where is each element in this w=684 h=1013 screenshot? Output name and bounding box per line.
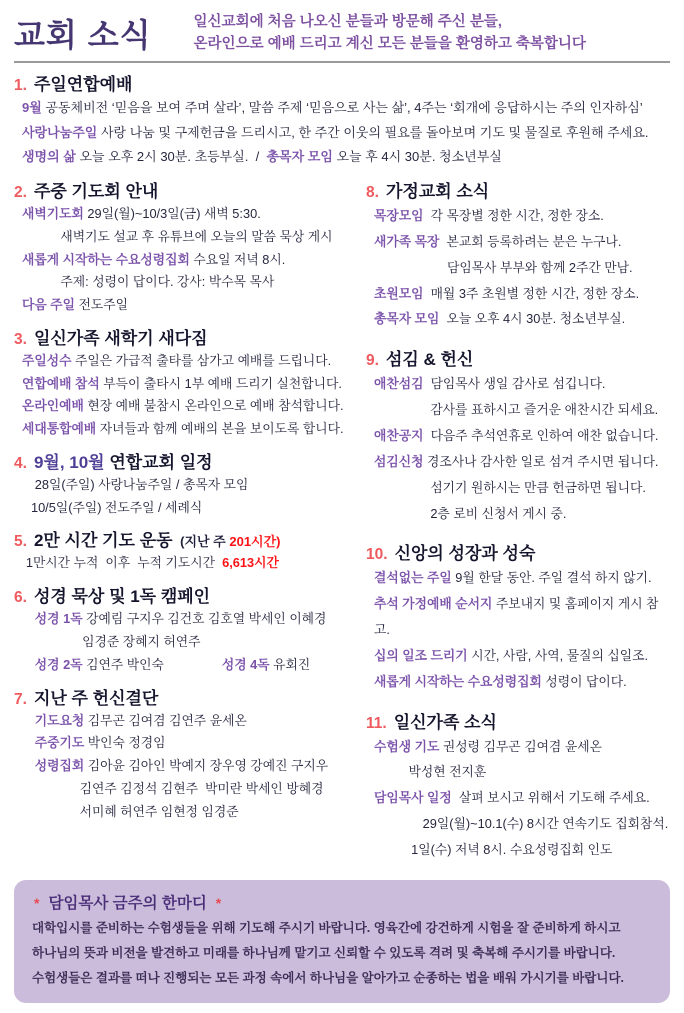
inline-label: 사랑나눔주일 [22,124,98,140]
header-divider [14,61,670,63]
line-text: 감사를 표하시고 즐거운 애찬시간 되세요. [430,402,659,418]
text-line [374,811,670,837]
text-line [22,395,358,418]
pastor-message-body [32,916,652,991]
section-faith-growth-maturity [366,539,670,694]
text-line [22,778,358,801]
line-text: 전도주일 [75,297,129,313]
line-text: 담임목사 생일 감사로 섬깁니다. [423,376,606,392]
line-text: 28일(주일) 사랑나눔주일 / 총목자 모임 [34,476,249,492]
section-body [366,203,670,332]
section-number: 7. [14,690,27,708]
line-text: 강예림 구지우 김건호 김호열 박세인 이혜경 [82,611,327,627]
section-title: 2만 시간 기도 운동 [33,531,173,551]
line-text: 김무곤 김여겸 김연주 윤세온 [84,712,247,728]
section-title-accent: 9월, 10월 [33,452,105,472]
inline-label: 주일성수 [22,352,72,368]
inline-label: 새롭게 시작하는 수요성령집회 [22,251,190,267]
line-text: 박인숙 정경임 [84,735,166,751]
line-text: 29일(월)~10.1(수) 8시간 연속기도 집회참석. [422,816,669,832]
text-line [374,203,670,229]
inline-label: 목장모임 [374,208,424,224]
section-bible-reading-campaign [14,582,358,676]
section-title: 연합교회 일정 [104,452,213,472]
section-title: 신앙의 성장과 성숙 [394,544,536,564]
section-last-week-commitment [14,684,358,824]
line-text: 10/5일(주일) 전도주일 / 세례식 [30,499,203,515]
text-line [374,449,670,475]
text-line [374,759,670,785]
section-body [14,552,358,575]
section-title: 섬김 & 헌신 [385,350,474,370]
section-weekday-prayer [14,177,358,317]
text-line [374,371,670,397]
full-width-section-area [14,70,670,170]
line-text: 사랑 나눔 및 구제헌금을 드리시고, 한 주간 이웃의 필요를 돌아보며 기도 및 물질로 후원해 주세요. [97,124,649,140]
line-text: 오늘 오후 2시 30분. 초등부실. / [75,149,267,165]
text-line [374,397,670,423]
pastor-message-box [14,880,670,1003]
line-text: 권성령 김무곤 김여겸 윤세온 [439,738,602,754]
line-text: 유회진 [269,656,311,672]
line-text: 9월 한달 동안. 주일 결석 하지 않기. [451,570,652,586]
line-text: 새벽기도 설교 후 유튜브에 오늘의 말씀 묵상 게시 [60,228,333,244]
line-text: 2층 로비 신청서 게시 중. [430,505,567,521]
section-heading [14,177,358,202]
section-title: 가정교회 소식 [385,182,490,202]
text-line [22,418,358,441]
pastor-message-line: 수험생들은 결과를 떠나 진행되는 모든 과정 속에서 하나님을 알아가고 순종하는 법을 배워 가시기를 바랍니다. [32,970,624,985]
two-column-area [14,177,670,876]
text-line [374,643,670,669]
section-heading [366,177,670,202]
section-number: 10. [366,546,388,564]
section-heading [366,345,670,370]
text-line [22,654,358,677]
pastor-message-line: 하나님의 뜻과 비전을 발견하고 미래를 하나님께 맡기고 신뢰할 수 있도록 격려 및 축복해 주시기를 바랍니다. [32,945,616,960]
text-line [374,565,670,591]
section-number: 8. [366,184,379,202]
inline-label: 십의 일조 드리기 [374,647,468,663]
text-line [374,423,670,449]
line-text: 1일(수) 저녁 8시. 수요성령집회 인도 [411,841,613,857]
asterisk-icon: * [34,894,40,911]
section-title: 일신가족 소식 [393,712,497,732]
line-text: 김연주 김정석 김현주 박미란 박세인 방혜경 [79,780,324,796]
red-highlight: 6,613시간 [222,555,279,571]
inline-label: 성경 1독 [34,611,83,627]
inline-label: 섬김신청 [374,453,424,469]
section-title: 일신가족 새학기 새다짐 [33,328,208,348]
section-body [14,203,358,317]
section-body [14,96,670,170]
inline-label: 담임목사 일정 [374,790,452,806]
section-sunday-united-worship [14,70,670,170]
section-serving-and-devotion [366,345,670,526]
section-ilshin-family-news [366,708,670,863]
inline-label: 생명의 삶 [22,149,76,165]
inline-label: 결석없는 주일 [374,570,452,586]
text-line [374,281,670,307]
inline-label: 9월 [22,100,42,115]
text-line [374,255,670,281]
text-line [22,631,358,654]
line-text: 담임목사 부부와 함께 2주간 만남. [446,259,633,275]
section-new-semester-resolution [14,324,358,441]
section-title: 성경 묵상 및 1독 캠페인 [33,587,211,607]
section-body [14,608,358,676]
text-line [374,734,670,760]
welcome-subtitle-line2: 온라인으로 예배 드리고 계신 모든 분들을 환영하고 축복합니다 [193,36,586,53]
line-text: 부득이 출타시 1부 예배 드리기 실천합니다. [99,375,342,391]
section-body [366,734,670,863]
section-heading [14,448,358,473]
text-line [22,271,358,294]
text-line [22,474,358,497]
line-text: 각 목장별 정한 시간, 정한 장소. [423,208,604,224]
line-text: 수요일 저녁 8시. [189,251,286,267]
line-text: 1만시간 누적 이후 누적 기도시간 [25,555,223,571]
text-line [22,294,358,317]
section-number: 11. [366,714,387,732]
section-heading [14,526,358,551]
inline-label: 온라인예배 [22,398,84,414]
text-line [22,755,358,778]
welcome-subtitle [194,8,586,56]
section-number: 5. [14,533,27,551]
inline-label: 초원모임 [374,285,424,301]
inline-label: 성경 2독 [34,656,83,672]
text-line [22,96,670,121]
inline-label: 수험생 기도 [374,738,440,754]
section-body [14,474,358,520]
line-text: 오늘 오후 4시 30분. 청소년부실. [439,311,626,327]
inline-label: 주중기도 [34,735,85,751]
line-text: 경조사나 감사한 일로 섬겨 주시면 됩니다. [423,453,659,469]
section-title: 주일연합예배 [33,75,133,94]
section-number: 9. [366,352,379,370]
line-text: 박성현 전지훈 [408,764,487,780]
section-number: 3. [14,330,27,348]
section-heading [14,684,358,709]
section-number: 2. [14,184,27,202]
inline-label: 총목자 모임 [266,149,333,165]
text-line [374,785,670,811]
section-sep-oct-schedule [14,448,358,520]
section-heading [366,708,670,733]
section-heading [366,539,670,564]
line-text: 29일(월)~10/3일(금) 새벽 5:30. [83,206,261,222]
text-line [22,497,358,520]
line-text: 주일은 가급적 출타를 삼가고 예배를 드립니다. [71,352,332,368]
page-header [14,8,670,56]
inline-label: 연합예배 참석 [22,375,100,391]
text-line [374,591,670,643]
line-text: 살펴 보시고 위해서 기도해 주세요. [451,790,650,806]
inline-label: 추석 가정예배 순서지 [374,596,493,612]
pastor-message-title: 담임목사 금주의 한마디 [48,894,207,912]
text-line [22,121,670,146]
section-title: 지난 주 헌신결단 [33,688,159,708]
heading-red-highlight: 201시간) [229,534,281,550]
inline-label: 성령집회 [34,758,85,774]
section-number: 1. [14,77,27,94]
text-line [22,249,358,272]
line-text: 주제: 성령이 답이다. 강사: 박수목 목사 [60,274,275,290]
line-text: 김연주 박인숙 [82,656,164,672]
inline-label: 세대통합예배 [22,421,97,437]
text-line [22,552,358,575]
line-text: 본교회 등록하려는 분은 누구나. [439,233,622,249]
line-text: 김아윤 김아인 박예지 장우영 강예진 구지우 [84,758,329,774]
text-line [374,306,670,332]
heading-suffix: (지난 주 [176,534,230,550]
inline-label: 기도요청 [34,712,85,728]
section-title: 주중 기도회 안내 [33,182,159,202]
page-title: 교회 소식 [14,17,152,53]
inline-label: 애찬섬김 [374,376,424,392]
left-column [14,177,358,830]
welcome-subtitle-line1: 일신교회에 처음 나오신 분들과 방문해 주신 분들, [193,14,502,30]
line-text: 공동체비전 ‘믿음을 보여 주며 살라’, 말씀 주제 ‘믿음으로 사는 삶’, 4주는 ‘회개에 응답하시는 주의 인자하심’ [41,100,643,115]
section-body [366,565,670,694]
inline-label: 총목자 모임 [374,311,440,327]
line-text: 오늘 후 4시 30분. 청소년부실 [332,149,502,165]
line-text: 서미혜 허연주 임현정 임경준 [79,803,239,819]
text-line [374,837,670,863]
inline-label: 성경 4독 [221,656,270,672]
line-text: 주보내지 및 홈페이지 게시 참고. [374,596,659,638]
section-heading [14,324,358,349]
section-body [14,350,358,441]
text-line [374,669,670,695]
section-body [14,710,358,824]
text-line [22,373,358,396]
line-text: 현장 예배 불참시 온라인으로 예배 참석합니다. [83,398,344,414]
inline-label: 새가족 목장 [374,233,440,249]
text-line [22,145,670,170]
text-line [22,350,358,373]
text-line [374,475,670,501]
line-text: 임경준 장혜지 허연주 [82,634,201,650]
text-line [22,801,358,824]
asterisk-icon: * [215,894,222,911]
section-heading [14,582,358,607]
pastor-message-line: 대학입시를 준비하는 수험생들을 위해 기도해 주시기 바랍니다. 영육간에 강건하게 시험을 잘 준비하게 하시고 [32,920,621,935]
text-line [374,501,670,527]
inline-label: 새벽기도회 [22,206,84,222]
section-number: 6. [14,589,27,607]
section-heading [14,70,670,95]
inline-label: 다음 주일 [22,297,76,313]
section-number: 4. [14,454,27,472]
section-house-church-news [366,177,670,332]
text-line [22,608,358,631]
text-line [22,203,358,226]
line-text: 다음주 추석연휴로 인하여 애찬 없습니다. [423,427,659,443]
section-body [366,371,670,526]
line-text: 매월 3주 초원별 정한 시간, 정한 장소. [423,285,640,301]
inline-label: 새롭게 시작하는 수요성령집회 [374,673,542,689]
line-text: 섬기기 원하시는 만큼 헌금하면 됩니다. [430,479,646,495]
line-text: 시간, 사람, 사역, 물질의 십일조. [467,647,648,663]
section-prayer-20000-hours [14,526,358,575]
text-line [374,229,670,255]
text-line [22,732,358,755]
line-text: 성령이 답이다. [541,673,627,689]
inline-label: 애찬공지 [374,427,424,443]
text-line [22,710,358,733]
pastor-message-heading [32,891,652,913]
right-column [358,177,670,876]
text-line [22,226,358,249]
line-text: 자녀들과 함께 예배의 본을 보이도록 합니다. [96,421,344,437]
